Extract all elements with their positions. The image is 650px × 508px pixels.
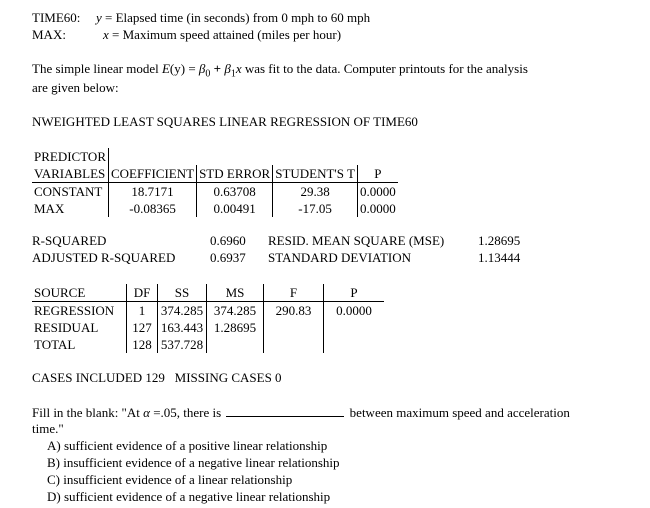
cell: 290.83 bbox=[264, 302, 324, 320]
cases-summary: CASES INCLUDED 129 MISSING CASES 0 bbox=[32, 370, 282, 385]
cell: 128 bbox=[127, 336, 158, 353]
table-header-row bbox=[32, 284, 384, 302]
cell: 0.0000 bbox=[359, 201, 396, 216]
adj-r-squared-label: ADJUSTED R-SQUARED bbox=[32, 250, 176, 265]
answer-blank bbox=[226, 404, 344, 417]
var-symbol: x bbox=[103, 27, 109, 42]
header-cell: STD ERROR bbox=[197, 165, 273, 183]
option-a: A) sufficient evidence of a positive linear relationship bbox=[47, 438, 328, 453]
cell: RESIDUAL bbox=[32, 319, 127, 336]
header-cell: PREDICTOR bbox=[32, 148, 109, 165]
cell: MAX bbox=[32, 200, 109, 217]
sd-label: STANDARD DEVIATION bbox=[268, 250, 412, 265]
cell: 127 bbox=[127, 319, 158, 336]
cell: 0.0000 bbox=[336, 303, 372, 318]
coefficients-table bbox=[32, 148, 398, 217]
header-cell: STUDENT'S T bbox=[273, 165, 358, 183]
table-row bbox=[32, 183, 398, 201]
cell: TOTAL bbox=[32, 336, 127, 353]
option-c: C) insufficient evidence of a linear relationship bbox=[47, 472, 293, 487]
header-cell: P bbox=[357, 165, 397, 183]
model-description-line2: are given below: bbox=[32, 80, 119, 95]
var-symbol: y bbox=[96, 10, 102, 25]
sd-value: 1.13444 bbox=[478, 250, 521, 265]
var-desc: = Maximum speed attained (miles per hour) bbox=[108, 27, 342, 42]
cell bbox=[207, 336, 264, 353]
var-desc: = Elapsed time (in seconds) from 0 mph to 60 mph bbox=[101, 10, 371, 25]
header-cell: MS bbox=[207, 284, 264, 302]
cell: 1.28695 bbox=[207, 319, 264, 336]
adj-r-squared-value: 0.6937 bbox=[210, 250, 246, 265]
cell: 1 bbox=[127, 302, 158, 320]
var-label: MAX: bbox=[32, 27, 66, 42]
cell: 537.728 bbox=[158, 336, 207, 353]
option-d: D) sufficient evidence of a negative linear relationship bbox=[47, 489, 331, 504]
table-row bbox=[32, 336, 384, 353]
anova-table bbox=[32, 284, 384, 353]
table-row bbox=[32, 200, 398, 217]
cell bbox=[264, 336, 324, 353]
cell: 0.63708 bbox=[197, 183, 273, 201]
cell: CONSTANT bbox=[32, 183, 109, 201]
header-cell: SOURCE bbox=[32, 284, 127, 302]
question-text-line2: time." bbox=[32, 421, 64, 436]
mse-value: 1.28695 bbox=[478, 233, 521, 248]
model-description: The simple linear model $E(y) = \beta_0 + \beta_1x$ was fit to the data. Computer printouts for the analysis bbox=[32, 61, 528, 80]
table-row bbox=[32, 319, 384, 336]
cell: REGRESSION bbox=[32, 302, 127, 320]
header-cell: F bbox=[264, 284, 324, 302]
cell: 18.7171 bbox=[109, 183, 197, 201]
cell: 374.285 bbox=[207, 302, 264, 320]
definition-time60 bbox=[32, 10, 370, 26]
header-cell: DF bbox=[127, 284, 158, 302]
cell bbox=[324, 319, 385, 336]
header-cell: P bbox=[324, 284, 385, 302]
cell: -17.05 bbox=[273, 200, 358, 217]
definition-max bbox=[32, 27, 341, 43]
option-b: B) insufficient evidence of a negative linear relationship bbox=[47, 455, 340, 470]
cell: -0.08365 bbox=[109, 200, 197, 217]
header-cell: SS bbox=[158, 284, 207, 302]
section-title: NWEIGHTED LEAST SQUARES LINEAR REGRESSION OF TIME60 bbox=[32, 114, 418, 129]
r-squared-value: 0.6960 bbox=[210, 233, 246, 248]
cell bbox=[324, 336, 385, 353]
cell bbox=[264, 319, 324, 336]
table-header-row bbox=[32, 165, 398, 183]
header-cell: VARIABLES bbox=[32, 165, 109, 183]
cell: 0.00491 bbox=[197, 200, 273, 217]
cell: 374.285 bbox=[158, 302, 207, 320]
table-row bbox=[32, 148, 398, 165]
cell: 163.443 bbox=[158, 319, 207, 336]
var-label: TIME60: bbox=[32, 10, 81, 25]
table-row bbox=[32, 302, 384, 320]
header-cell: COEFFICIENT bbox=[109, 165, 197, 183]
r-squared-label: R-SQUARED bbox=[32, 233, 107, 248]
mse-label: RESID. MEAN SQUARE (MSE) bbox=[268, 233, 445, 248]
cell: 29.38 bbox=[273, 183, 358, 201]
question-text: Fill in the blank: "At α =.05, there is between maximum speed and acceleration bbox=[32, 405, 570, 420]
cell: 0.0000 bbox=[359, 184, 396, 199]
